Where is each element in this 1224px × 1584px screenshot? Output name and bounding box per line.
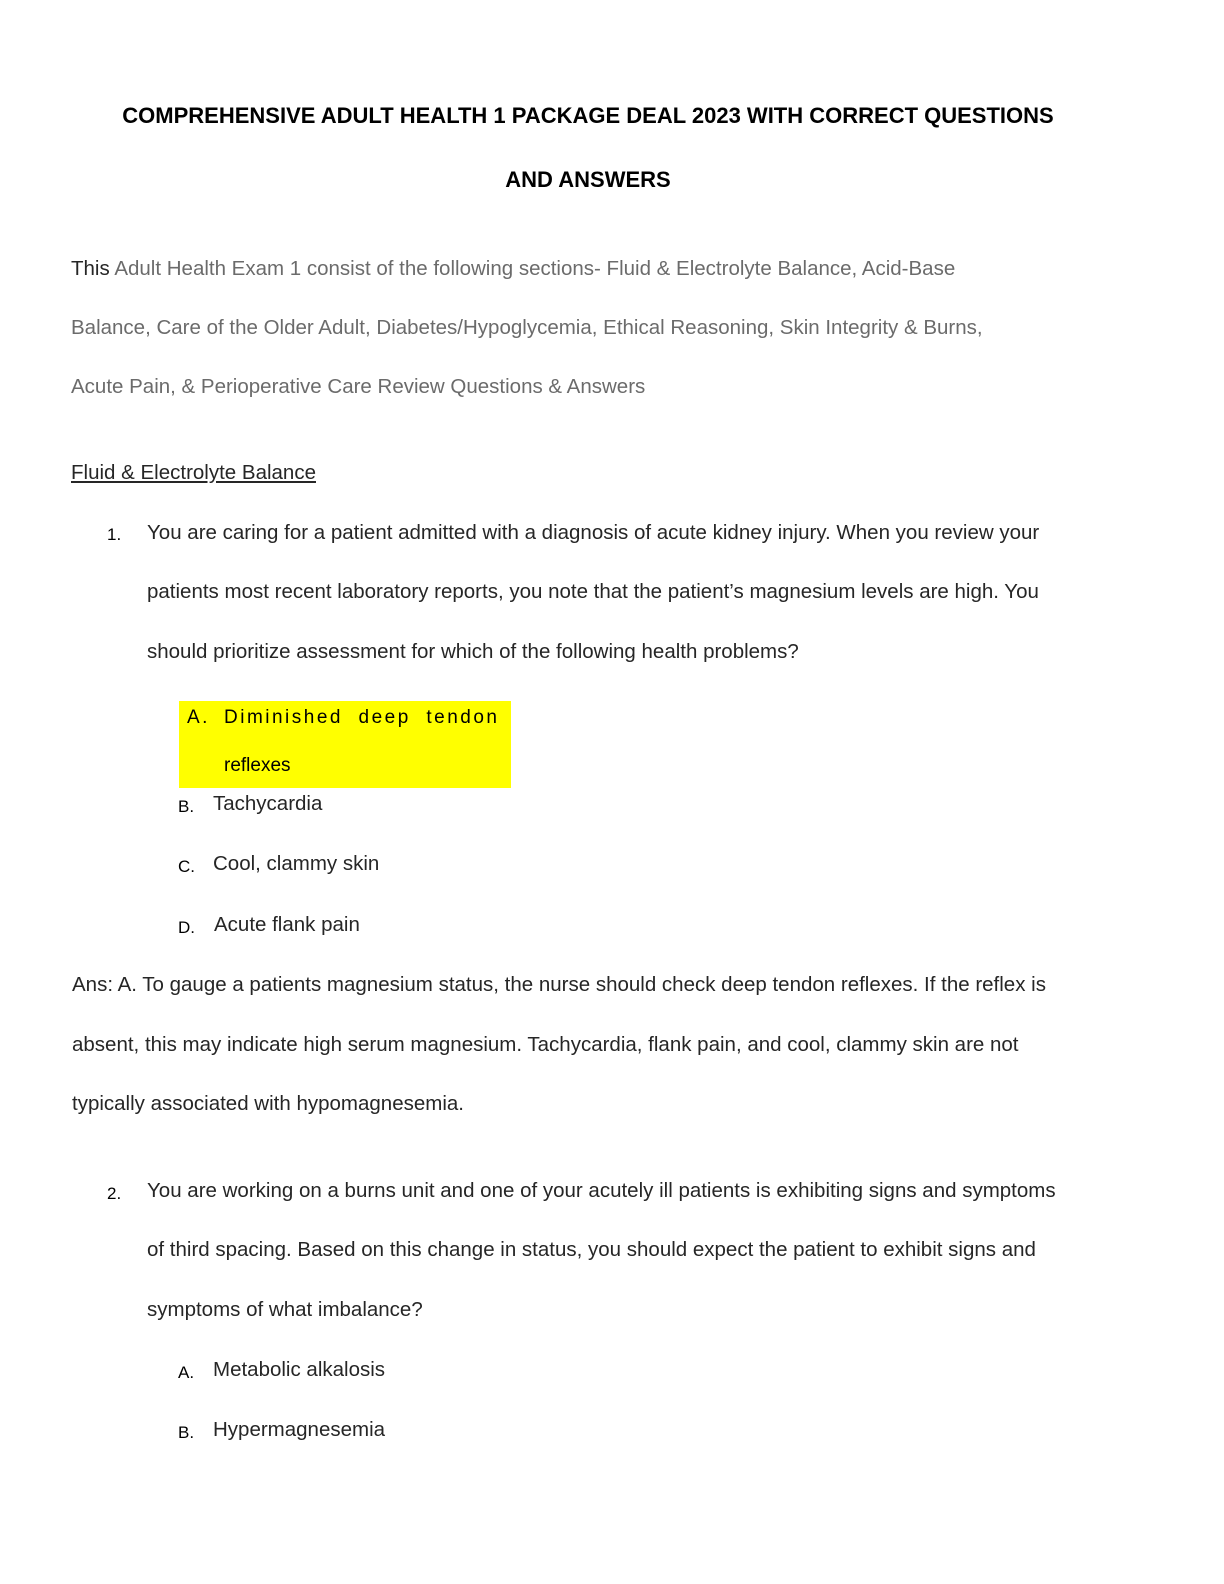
answer-explanation-line: Ans: A. To gauge a patients magnesium status, the nurse should check deep tendon reflexes. If the reflex is <box>72 973 1046 996</box>
question-text-line: patients most recent laboratory reports, you note that the patient’s magnesium levels are high. You <box>147 580 1039 603</box>
document-title-line2: AND ANSWERS <box>505 167 671 192</box>
option-letter: C. <box>178 857 195 876</box>
question-text-line: You are caring for a patient admitted with a diagnosis of acute kidney injury. When you review your <box>147 521 1040 544</box>
option-text: Metabolic alkalosis <box>213 1358 386 1381</box>
question-number: 1. <box>107 525 122 544</box>
question-text-line: should prioritize assessment for which of the following health problems? <box>147 640 799 663</box>
intro-line3: Acute Pain, & Perioperative Care Review Questions & Answers <box>71 375 646 398</box>
option-text-highlighted: Diminished deep tendon <box>224 707 500 728</box>
option-letter: D. <box>178 918 195 937</box>
option-text-highlighted-line2: reflexes <box>224 755 291 776</box>
question-number: 2. <box>107 1184 122 1203</box>
option-letter: B. <box>178 797 195 816</box>
question-text-line: symptoms of what imbalance? <box>147 1298 423 1321</box>
document-title-line1: COMPREHENSIVE ADULT HEALTH 1 PACKAGE DEAL 2023 WITH CORRECT QUESTIONS <box>122 103 1054 128</box>
option-text: Acute flank pain <box>214 913 360 936</box>
option-letter: B. <box>178 1423 195 1442</box>
intro-line1 <box>71 257 955 281</box>
question-text-line: of third spacing. Based on this change in status, you should expect the patient to exhibit signs and <box>147 1238 1036 1261</box>
answer-explanation-line: absent, this may indicate high serum magnesium. Tachycardia, flank pain, and cool, clammy skin are not <box>72 1033 1019 1056</box>
section-heading: Fluid & Electrolyte Balance <box>71 461 316 484</box>
option-text: Hypermagnesemia <box>213 1418 386 1441</box>
answer-explanation-line: typically associated with hypomagnesemia. <box>72 1092 464 1115</box>
option-letter: A. <box>178 1363 195 1382</box>
intro-line2: Balance, Care of the Older Adult, Diabetes/Hypoglycemia, Ethical Reasoning, Skin Integrity & Burns, <box>71 316 983 339</box>
option-text: Tachycardia <box>213 792 323 815</box>
option-text: Cool, clammy skin <box>213 852 380 875</box>
intro-lead: This <box>71 257 110 280</box>
intro-line1-text: Adult Health Exam 1 consist of the following sections- Fluid & Electrolyte Balance, Acid-Base <box>114 257 956 280</box>
option-letter: A. <box>187 707 210 728</box>
question-text-line: You are working on a burns unit and one of your acutely ill patients is exhibiting signs and symptoms <box>147 1179 1056 1202</box>
